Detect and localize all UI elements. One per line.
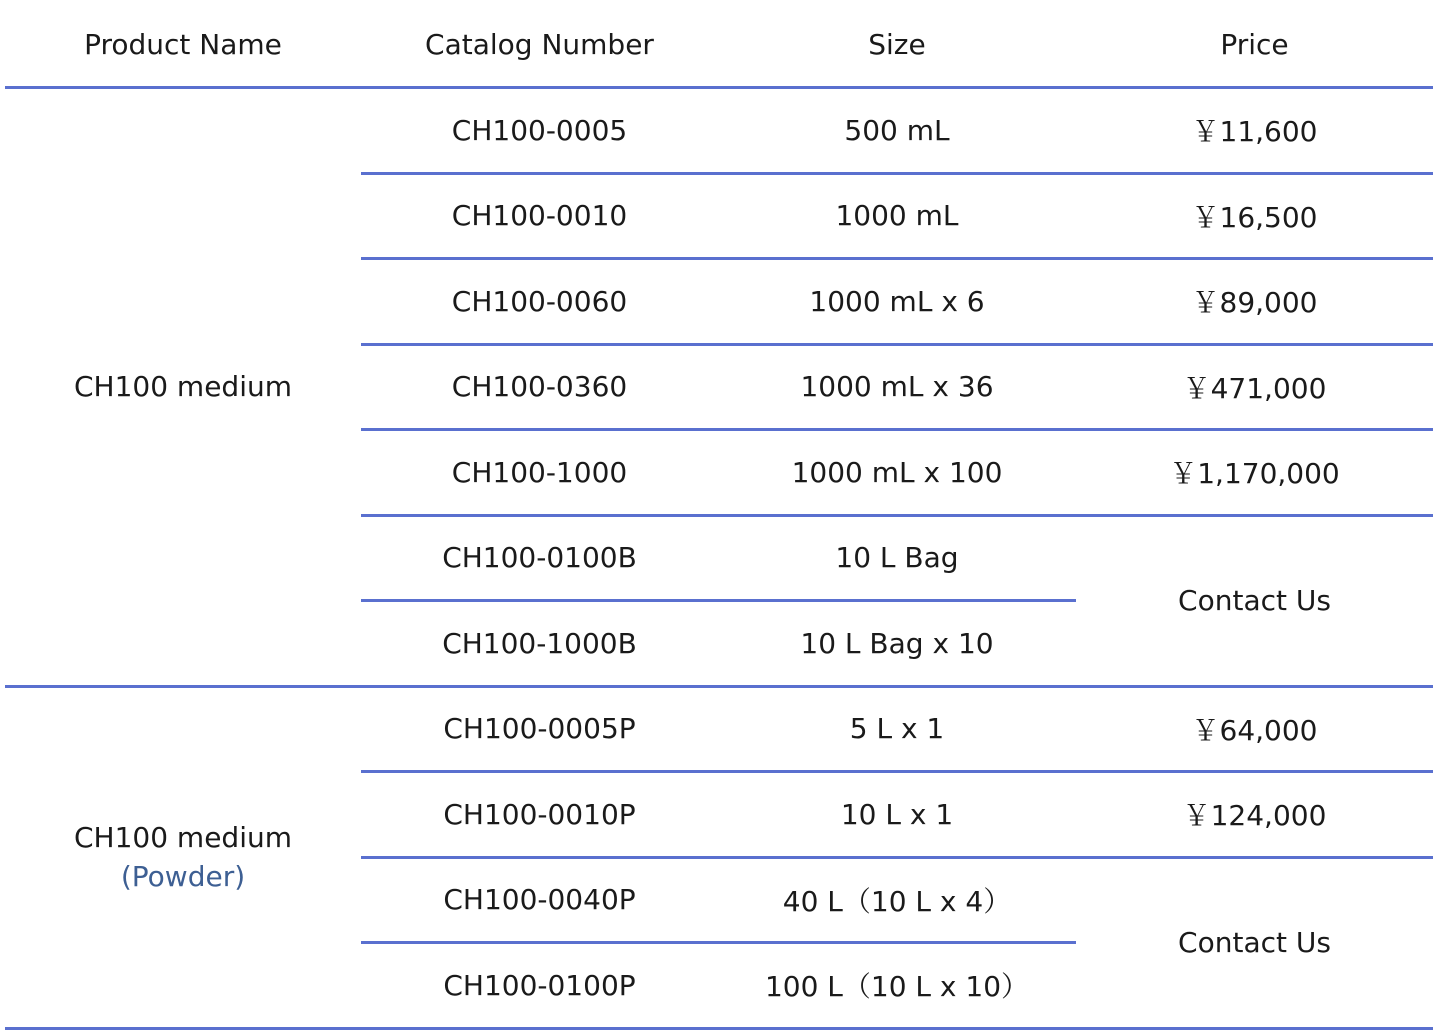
catalog-number-cell: CH100-0010 xyxy=(361,173,718,259)
product-name-cell xyxy=(5,686,361,1028)
price-cell: ￥11,600 xyxy=(1076,88,1433,174)
header-price: Price xyxy=(1076,2,1433,88)
price-cell: ￥124,000 xyxy=(1076,772,1433,858)
product-name-cell: CH100 medium xyxy=(5,88,361,687)
price-table-container xyxy=(5,2,1433,1030)
catalog-number-cell: CH100-0060 xyxy=(361,259,718,345)
product-name-text: CH100 medium xyxy=(73,821,293,854)
catalog-number-cell: CH100-0005P xyxy=(361,686,718,772)
catalog-number-cell: CH100-0010P xyxy=(361,772,718,858)
size-cell: 10 L Bag xyxy=(718,515,1076,601)
header-product-name: Product Name xyxy=(5,2,361,88)
catalog-number-cell: CH100-0005 xyxy=(361,88,718,174)
size-cell: 5 L x 1 xyxy=(718,686,1076,772)
header-row xyxy=(5,2,1433,88)
table-row xyxy=(5,88,1433,174)
product-note: (Powder) xyxy=(120,860,246,893)
contact-us-cell: Contact Us xyxy=(1076,857,1433,1028)
size-cell: 1000 mL x 6 xyxy=(718,259,1076,345)
catalog-number-cell: CH100-0100P xyxy=(361,943,718,1029)
catalog-number-cell: CH100-0040P xyxy=(361,857,718,943)
price-cell: ￥16,500 xyxy=(1076,173,1433,259)
size-cell: 1000 mL x 36 xyxy=(718,344,1076,430)
size-cell: 1000 mL xyxy=(718,173,1076,259)
catalog-number-cell: CH100-1000 xyxy=(361,430,718,516)
size-cell: 1000 mL x 100 xyxy=(718,430,1076,516)
price-cell: ￥471,000 xyxy=(1076,344,1433,430)
table-row xyxy=(5,686,1433,772)
price-cell: ￥89,000 xyxy=(1076,259,1433,345)
catalog-number-cell: CH100-0360 xyxy=(361,344,718,430)
contact-us-cell: Contact Us xyxy=(1076,515,1433,686)
price-cell: ￥64,000 xyxy=(1076,686,1433,772)
header-catalog-number: Catalog Number xyxy=(361,2,718,88)
price-cell: ￥1,170,000 xyxy=(1076,430,1433,516)
size-cell: 100 L（10 L x 10） xyxy=(718,943,1076,1029)
price-table xyxy=(5,2,1433,1030)
header-size: Size xyxy=(718,2,1076,88)
size-cell: 500 mL xyxy=(718,88,1076,174)
catalog-number-cell: CH100-1000B xyxy=(361,601,718,687)
catalog-number-cell: CH100-0100B xyxy=(361,515,718,601)
size-cell: 40 L（10 L x 4） xyxy=(718,857,1076,943)
size-cell: 10 L Bag x 10 xyxy=(718,601,1076,687)
size-cell: 10 L x 1 xyxy=(718,772,1076,858)
